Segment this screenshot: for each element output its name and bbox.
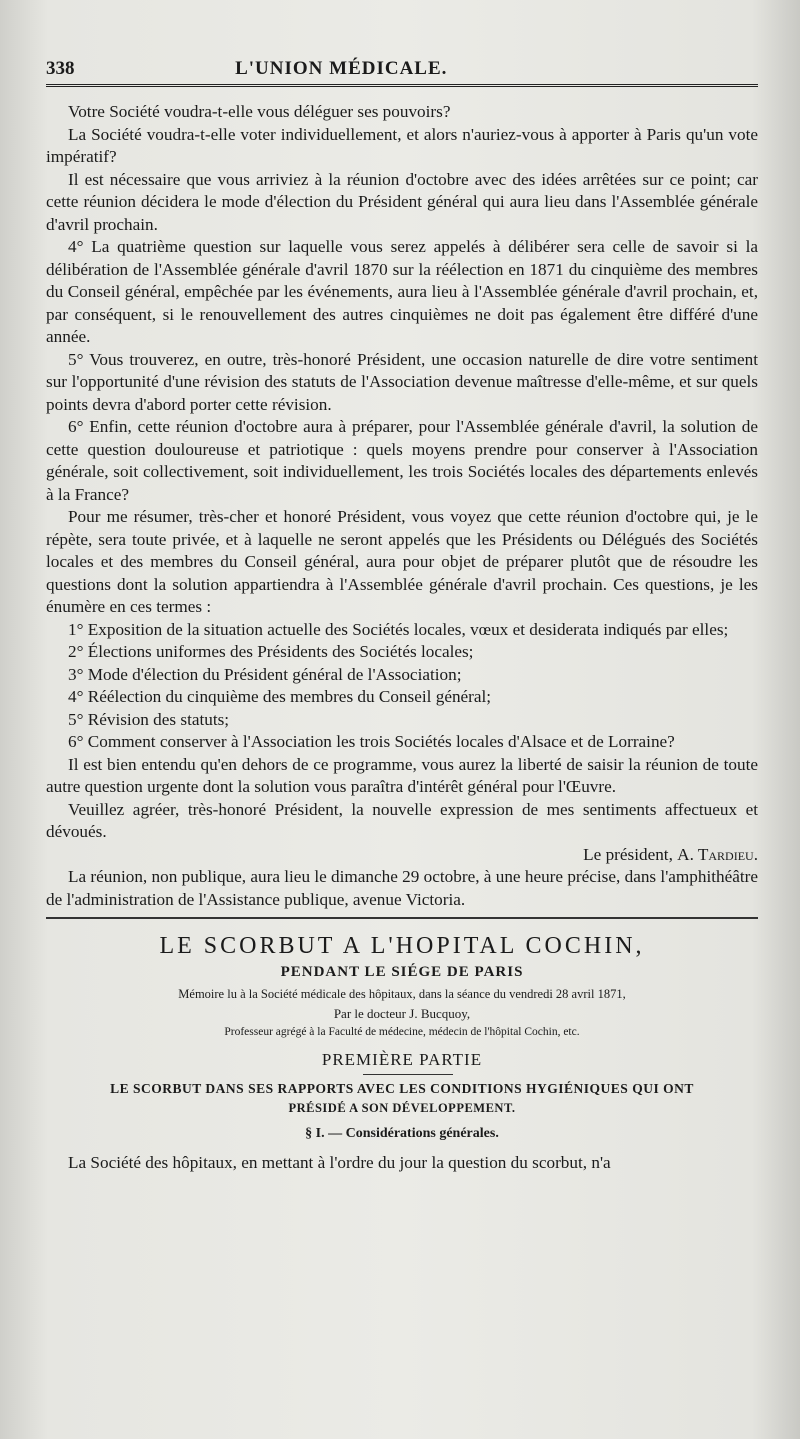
article-title: LE SCORBUT A L'HOPITAL COCHIN, (159, 933, 645, 959)
article-memoire: Mémoire lu à la Société médicale des hôpitaux, dans la séance du vendredi 28 avril 1871, (178, 987, 626, 1001)
running-head: L'UNION MÉDICALE. (235, 58, 448, 79)
chapter-heading: LE SCORBUT DANS SES RAPPORTS AVEC LES CONDITIONS HYGIÉNIQUES QUI ONT (110, 1081, 694, 1096)
article-author: Par le docteur J. Bucquoy, (333, 1006, 471, 1021)
list-item: 3° Mode d'élection du Président général de l'Association; (68, 664, 462, 684)
part-heading: PREMIÈRE PARTIE (321, 1050, 483, 1069)
paragraph: La Société voudra-t-elle voter individuellement, et alors n'auriez-vous à apporter à Paris qu'un vote impératif? (46, 124, 758, 166)
signature-name: A. Tardieu. (677, 844, 758, 864)
section-heading: § I. — Considérations générales. (305, 1126, 499, 1141)
page-header (46, 58, 758, 87)
list-item: 4° Réélection du cinquième des membres du Conseil général; (68, 687, 492, 706)
page-number: 338 (46, 58, 75, 79)
paragraph: Veuillez agréer, très-honoré Président, la nouvelle expression de mes sentiments affectueux et dévoués. (46, 799, 758, 841)
short-divider (363, 1074, 453, 1075)
signature (46, 844, 758, 867)
section-divider (46, 917, 758, 919)
meeting-notice: La réunion, non publique, aura lieu le dimanche 29 octobre, à une heure précise, dans l'amphithéâtre de l'administration de l'Assistance publique, avenue Victoria. (46, 867, 758, 909)
paragraph: Pour me résumer, très-cher et honoré Président, vous voyez que cette réunion d'octobre qui, je le répète, sera toute privée, et à laquelle ne seront appelés que les Présidents ou Délégués des Sociétés locales et des membres du Conseil général, aura pour objet de préparer plutôt que de résoudre les questions dont la solution appartiendra à l'Assemblée générale d'avril prochain. Ces questions, je les énumère en ces termes : (46, 507, 758, 616)
paragraph: Il est nécessaire que vous arriviez à la réunion d'octobre avec des idées arrêtées sur ce point; car cette réunion décidera le mode d'élection du Président général qui aura lieu dans l'Assemblée générale d'avril prochain. (46, 169, 758, 234)
paragraph: La Société des hôpitaux, en mettant à l'ordre du jour la question du scorbut, n'a (68, 1153, 611, 1172)
paragraph: 5° Vous trouverez, en outre, très-honoré Président, une occasion naturelle de dire votre sentiment sur l'opportunité d'une révision des statuts de l'Association devenue maîtresse d'elle-même, et sur quels points devra d'abord porter cette révision. (46, 349, 758, 414)
letter-body (46, 101, 758, 911)
paragraph: 4° La quatrième question sur laquelle vous serez appelés à délibérer sera celle de savoir si la délibération de l'Assemblée générale d'avril 1870 sur la réélection en 1871 du cinquième des membres du Conseil général, empêchée par les événements, aura lieu à l'Assemblée générale d'avril prochain, et, par conséquent, si le renouvellement des autres cinquièmes ne doit pas également être différé d'une année. (46, 237, 758, 346)
signature-role: Le président, (583, 844, 673, 864)
paragraph: Il est bien entendu qu'en dehors de ce programme, vous aurez la liberté de saisir la réunion de toute autre question urgente dont la solution vous paraîtra d'intérêt général pour l'Œuvre. (46, 754, 758, 796)
paragraph: Votre Société voudra-t-elle vous déléguer ses pouvoirs? (68, 102, 451, 121)
article-subtitle: PENDANT LE SIÉGE DE PARIS (280, 964, 524, 980)
list-item: 2° Élections uniformes des Présidents des Sociétés locales; (68, 642, 474, 661)
chapter-heading-continued: PRÉSIDÉ A SON DÉVELOPPEMENT. (288, 1101, 516, 1115)
paragraph: 6° Enfin, cette réunion d'octobre aura à préparer, pour l'Assemblée générale d'avril, la solution de cette question douloureuse et patriotique : quels moyens prendre pour conserver à l'Association générale, soit collectivement, soit individuellement, les trois Sociétés locales des départements enlevés à la France? (46, 417, 758, 504)
list-item: 5° Révision des statuts; (68, 709, 230, 729)
article-author-title: Professeur agrégé à la Faculté de médecine, médecin de l'hôpital Cochin, etc. (224, 1026, 580, 1038)
list-item: 1° Exposition de la situation actuelle des Sociétés locales, vœux et desiderata indiqués par elles; (68, 619, 729, 639)
list-item: 6° Comment conserver à l'Association les trois Sociétés locales d'Alsace et de Lorraine? (68, 732, 675, 751)
